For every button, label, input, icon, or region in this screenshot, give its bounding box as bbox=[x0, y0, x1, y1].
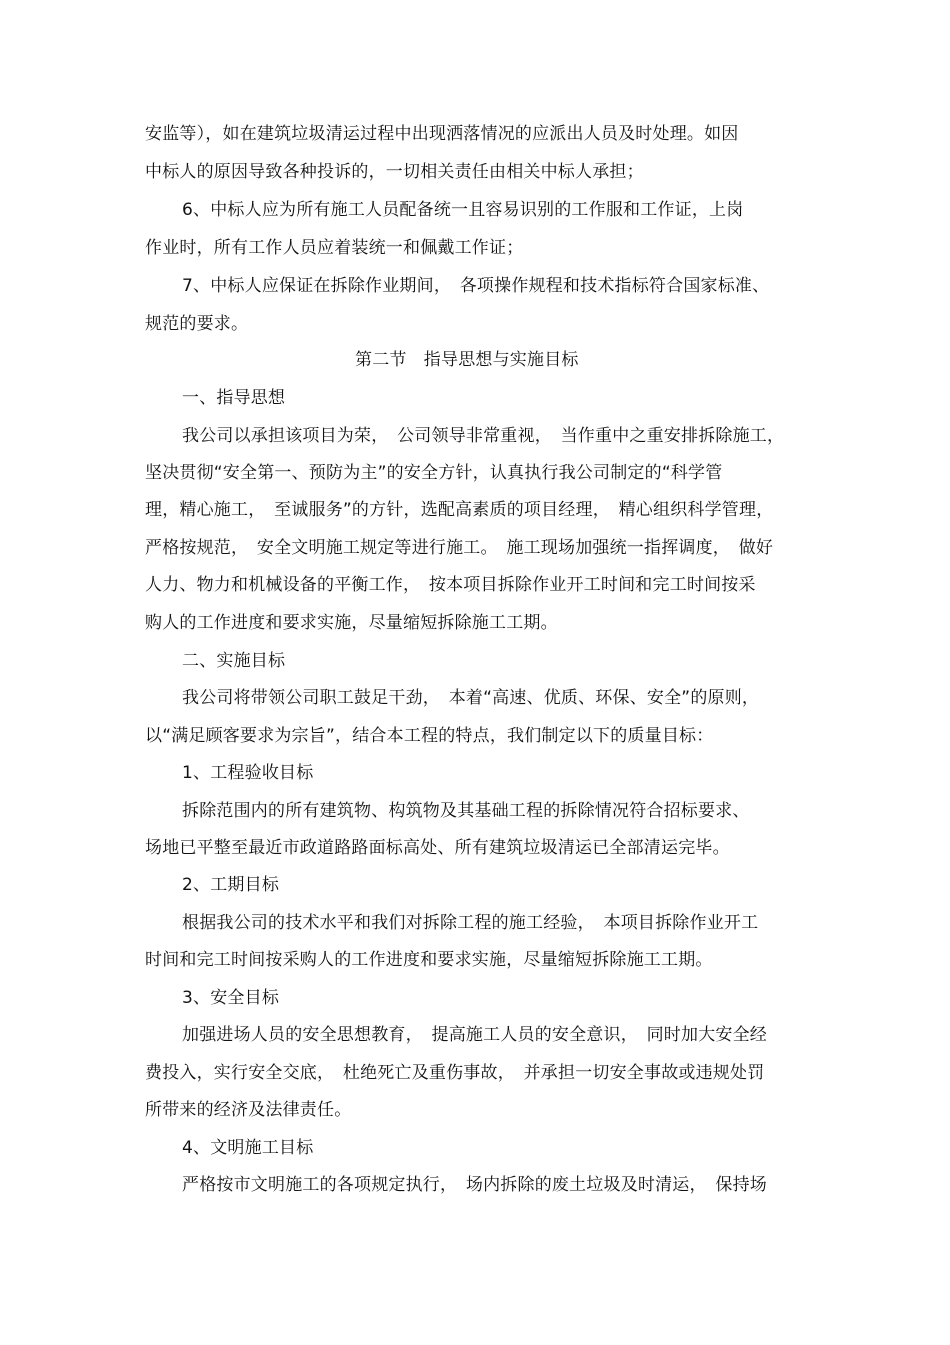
paragraph-line: 所带来的经济及法律责任。 bbox=[145, 1100, 352, 1120]
subsection-heading: 二、实施目标 bbox=[182, 651, 286, 671]
paragraph-line: 费投入，实行安全交底， 杜绝死亡及重伤事故， 并承担一切安全事故或违规处罚 bbox=[145, 1063, 765, 1083]
subsection-heading: 一、指导思想 bbox=[182, 388, 286, 408]
paragraph-line: 拆除范围内的所有建筑物、构筑物及其基础工程的拆除情况符合招标要求、 bbox=[182, 801, 750, 821]
paragraph-line: 安监等），如在建筑垃圾清运过程中出现洒落情况的应派出人员及时处理。如因 bbox=[145, 124, 739, 144]
paragraph-line: 我公司将带领公司职工鼓足干劲， 本着“高速、优质、环保、安全”的原则， bbox=[182, 688, 760, 708]
paragraph-line: 严格按规范， 安全文明施工规定等进行施工。 施工现场加强统一指挥调度， 做好 bbox=[145, 538, 774, 558]
paragraph-line: 我公司以承担该项目为荣， 公司领导非常重视， 当作重中之重安排拆除施工， bbox=[182, 426, 785, 446]
paragraph-line: 坚决贯彻“安全第一、预防为主”的安全方针，认真执行我公司制定的“科学管 bbox=[145, 463, 723, 483]
paragraph-line: 作业时，所有工作人员应着装统一和佩戴工作证； bbox=[145, 238, 524, 258]
paragraph-line: 时间和完工时间按采购人的工作进度和要求实施，尽量缩短拆除施工工期。 bbox=[145, 950, 713, 970]
paragraph-line: 7、中标人应保证在拆除作业期间， 各项操作规程和技术指标符合国家标准、 bbox=[182, 276, 770, 296]
paragraph-line: 理，精心施工， 至诚服务”的方针，选配高素质的项目经理， 精心组织科学管理， bbox=[145, 500, 774, 520]
paragraph-line: 加强进场人员的安全思想教育， 提高施工人员的安全意识， 同时加大安全经 bbox=[182, 1025, 767, 1045]
paragraph-line: 6、中标人应为所有施工人员配备统一且容易识别的工作服和工作证，上岗 bbox=[182, 200, 744, 220]
item-heading: 2、工期目标 bbox=[182, 875, 280, 895]
paragraph-line: 严格按市文明施工的各项规定执行， 场内拆除的废土垃圾及时清运， 保持场 bbox=[182, 1175, 767, 1195]
paragraph-line: 以“满足顾客要求为宗旨”，结合本工程的特点，我们制定以下的质量目标： bbox=[145, 726, 714, 746]
paragraph-line: 人力、物力和机械设备的平衡工作， 按本项目拆除作业开工时间和完工时间按采 bbox=[145, 575, 756, 595]
paragraph-line: 场地已平整至最近市政道路路面标高处、所有建筑垃圾清运已全部清运完毕。 bbox=[145, 838, 730, 858]
paragraph-line: 根据我公司的技术水平和我们对拆除工程的施工经验， 本项目拆除作业开工 bbox=[182, 913, 759, 933]
item-heading: 4、文明施工目标 bbox=[182, 1138, 314, 1158]
item-heading: 1、工程验收目标 bbox=[182, 763, 314, 783]
item-heading: 3、安全目标 bbox=[182, 988, 280, 1008]
paragraph-line: 中标人的原因导致各种投诉的，一切相关责任由相关中标人承担； bbox=[145, 162, 644, 182]
paragraph-line: 规范的要求。 bbox=[145, 314, 249, 334]
section-heading: 第二节 指导思想与实施目标 bbox=[355, 350, 579, 370]
paragraph-line: 购人的工作进度和要求实施，尽量缩短拆除施工工期。 bbox=[145, 613, 558, 633]
